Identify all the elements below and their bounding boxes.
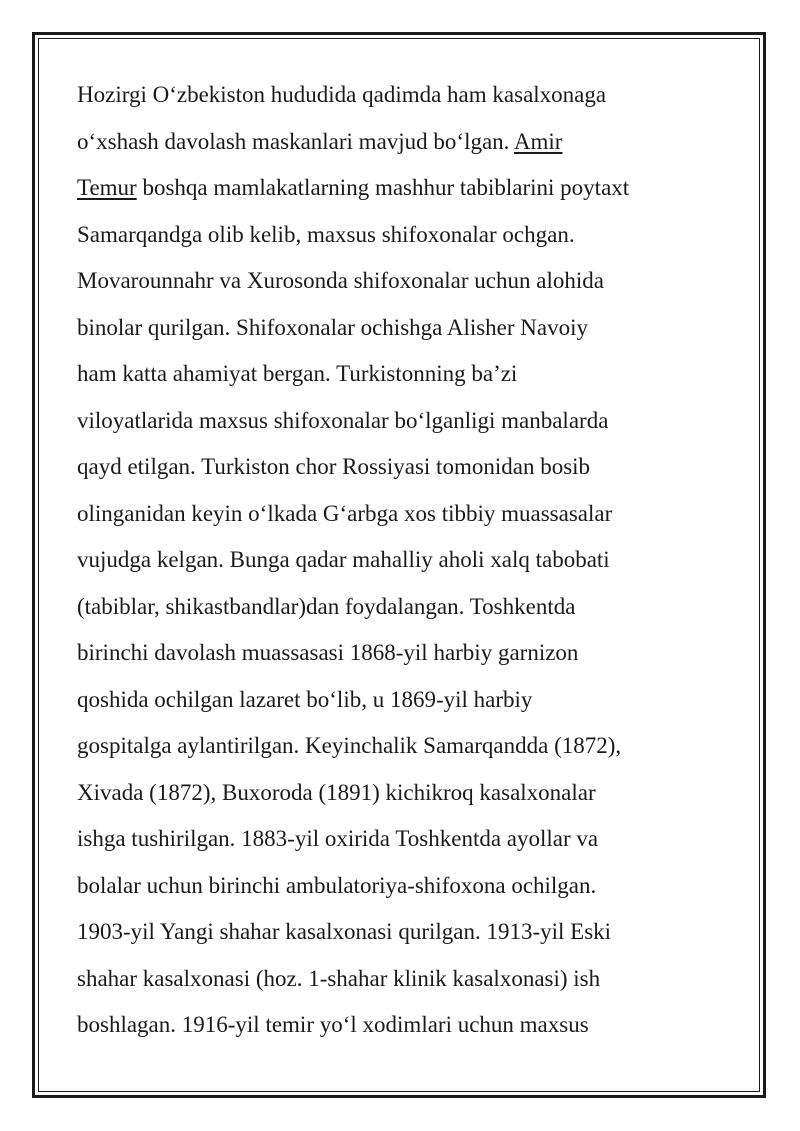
amir-temur-link-continued[interactable]: Temur	[77, 175, 137, 200]
text-line: qayd etilgan. Turkiston chor Rossiyasi tomonidan bosib	[77, 454, 591, 479]
text-line: vujudga kelgan. Bunga qadar mahalliy aholi xalq tabobati	[77, 547, 610, 572]
text-line: 1903-yil Yangi shahar kasalxonasi qurilgan. 1913-yil Eski	[77, 919, 612, 944]
text-line: birinchi davolash muassasasi 1868-yil harbiy garnizon	[77, 640, 579, 665]
text-line: ishga tushirilgan. 1883-yil oxirida Toshkentda ayollar va	[77, 826, 599, 851]
text-line: qoshida ochilgan lazaret bo‘lib, u 1869-yil harbiy	[77, 686, 533, 712]
text-line: Xivada (1872), Buxoroda (1891) kichikroq kasalxonalar	[77, 779, 596, 805]
text-line: viloyatlarida maxsus shifoxonalar bo‘lganligi manbalarda	[77, 407, 609, 433]
text-line	[77, 119, 737, 166]
text-line: ham katta ahamiyat bergan. Turkistonning ba’zi	[77, 361, 518, 386]
amir-temur-link[interactable]: Amir	[513, 128, 563, 154]
text-line: bolalar uchun birinchi ambulatoriya-shifoxona ochilgan.	[77, 872, 597, 898]
text-line: Samarqandga olib kelib, maxsus shifoxonalar ochgan.	[77, 221, 575, 247]
text-line: boshlagan. 1916-yil temir yo‘l xodimlari uchun maxsus	[77, 1012, 589, 1037]
text-line: shahar kasalxonasi (hoz. 1-shahar klinik kasalxonasi) ish	[77, 965, 601, 991]
text-line: olinganidan keyin o‘lkada G‘arbga xos tibbiy muassasalar	[77, 500, 613, 526]
text-segment: boshqa mamlakatlarning mashhur tabiblarini poytaxt	[136, 175, 630, 200]
text-line: (tabiblar, shikastbandlar)dan foydalangan. Toshkentda	[77, 593, 576, 619]
text-line: binolar qurilgan. Shifoxonalar ochishga Alisher Navoiy	[77, 314, 589, 340]
document-body	[77, 72, 737, 1049]
text-line: Movarounnahr va Xurosonda shifoxonalar uchun alohida	[77, 268, 604, 293]
text-line: Hozirgi O‘zbekiston hududida qadimda ham kasalxonaga	[77, 82, 607, 107]
text-line	[77, 165, 737, 212]
text-segment: o‘xshash davolash maskanlari mavjud bo‘lgan.	[77, 128, 514, 154]
text-line: gospitalga aylantirilgan. Keyinchalik Samarqandda (1872),	[77, 733, 622, 758]
